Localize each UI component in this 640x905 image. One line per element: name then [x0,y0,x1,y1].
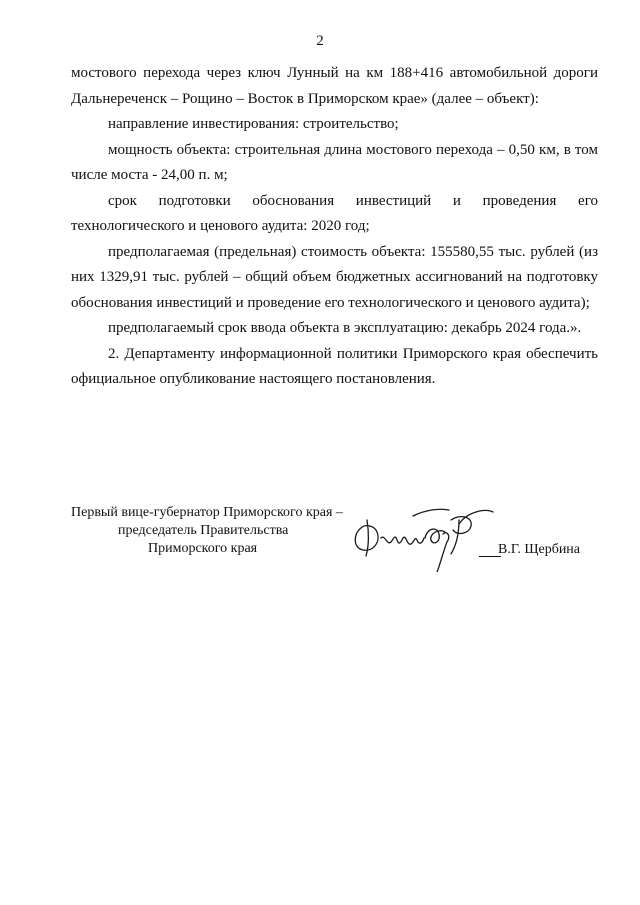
paragraph-continuation: мостового перехода через ключ Лунный на км 188+416 автомобильной дороги Дальнереченск – Рощино – Восток в Приморском крае» (далее – объект): [71,65,598,107]
document-body [71,61,598,393]
handwritten-signature [347,498,497,572]
signatory-title-line-1: Первый вице-губернатор Приморского края – [71,505,343,520]
paragraph-estimated-cost: предполагаемая (предельная) стоимость объекта: 155580,55 тыс. рублей (из них 1329,91 тыс. рублей – общий объем бюджетных ассигнований на подготовку обоснования инвестиций и проведение его технологического и ценового аудита); [71,243,598,311]
page-number: 2 [316,33,324,49]
paragraph-object-capacity: мощность объекта: строительная длина мостового перехода – 0,50 км, в том числе моста - 24,00 п. м; [71,141,598,183]
paragraph-investment-direction: направление инвестирования: строительство; [108,116,399,132]
signature-block [71,504,611,574]
signatory-name: В.Г. Щербина [498,542,581,557]
signatory-title-line-3: Приморского края [148,541,258,556]
signatory-title-line-2: председатель Правительства [118,523,289,538]
paragraph-preparation-term: срок подготовки обоснования инвестиций и проведения его технологического и ценового аудита: 2020 год; [71,192,598,234]
paragraph-commissioning-date: предполагаемый срок ввода объекта в эксплуатацию: декабрь 2024 года.». [108,320,582,336]
paragraph-publication-order: 2. Департаменту информационной политики Приморского края обеспечить официальное опубликование настоящего постановления. [71,345,598,387]
